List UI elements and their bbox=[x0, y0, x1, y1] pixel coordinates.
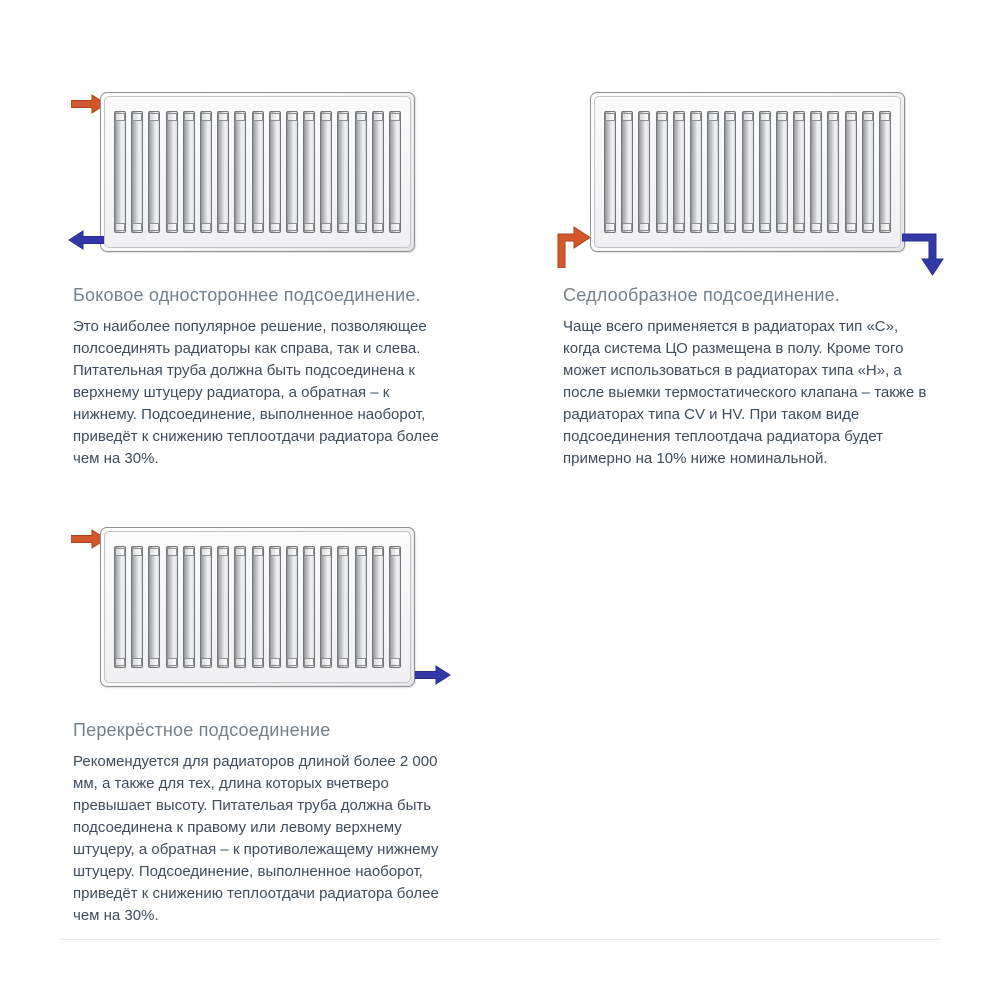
radiator-fin bbox=[372, 546, 384, 668]
radiator-fin bbox=[389, 546, 401, 668]
radiator-fin bbox=[724, 111, 736, 233]
radiator-fin bbox=[303, 111, 315, 233]
radiator-fin bbox=[337, 546, 349, 668]
radiator-fin bbox=[148, 546, 160, 668]
sections-row-1 bbox=[0, 92, 1000, 470]
section-body: Это наиболее популярное решение, позволяющее полсоединять радиаторы как справа, так и слева. Питательная труба должна быть подсоединена к верхнему штуцеру радиатора, а обратная – к нижнему. Подсоединение, выполненное наоборот, приведёт к снижению теплоотдачи радиатора более чем на 30%. bbox=[73, 318, 439, 467]
radiator-fin bbox=[252, 546, 264, 668]
radiator-fin bbox=[269, 546, 281, 668]
radiator-diagram-cross bbox=[73, 527, 455, 687]
radiator-diagram-saddle bbox=[563, 92, 945, 252]
radiator-fin bbox=[673, 111, 685, 233]
radiator-fins bbox=[104, 531, 411, 683]
radiator-fin bbox=[827, 111, 839, 233]
radiator-fin bbox=[286, 546, 298, 668]
radiator-fin bbox=[355, 546, 367, 668]
radiator-fin bbox=[252, 111, 264, 233]
radiator-frame bbox=[100, 527, 415, 687]
radiator-fin bbox=[355, 111, 367, 233]
radiator-fin bbox=[217, 111, 229, 233]
radiator-fin bbox=[810, 111, 822, 233]
radiator-fin bbox=[862, 111, 874, 233]
radiator-fin bbox=[183, 111, 195, 233]
radiator-fins bbox=[104, 96, 411, 248]
radiator-fin bbox=[166, 111, 178, 233]
outlet-arrow-icon bbox=[415, 665, 451, 685]
radiator-fin bbox=[372, 111, 384, 233]
radiator-fin bbox=[707, 111, 719, 233]
radiator-fin bbox=[776, 111, 788, 233]
radiator-fin bbox=[638, 111, 650, 233]
outlet-arrow-icon bbox=[68, 230, 104, 250]
section-saddle-connection bbox=[563, 92, 945, 470]
section-cross-connection bbox=[73, 527, 455, 927]
radiator-frame bbox=[100, 92, 415, 252]
radiator-fin bbox=[200, 546, 212, 668]
section-side-connection bbox=[73, 92, 455, 470]
radiator-fin bbox=[690, 111, 702, 233]
section-divider bbox=[60, 939, 940, 940]
radiator-fin bbox=[131, 111, 143, 233]
sections-row-2 bbox=[0, 527, 1000, 927]
radiator-fin bbox=[183, 546, 195, 668]
radiator-fin bbox=[234, 546, 246, 668]
radiator-fins bbox=[594, 96, 901, 248]
radiator-fin bbox=[269, 111, 281, 233]
radiator-fin bbox=[303, 546, 315, 668]
radiator-fin bbox=[131, 546, 143, 668]
radiator-fin bbox=[114, 546, 126, 668]
radiator-fin bbox=[286, 111, 298, 233]
section-title: Перекрёстное подсоединение bbox=[73, 720, 331, 740]
radiator-fin bbox=[114, 111, 126, 233]
inlet-arrow-icon bbox=[557, 224, 591, 268]
radiator-diagram-side bbox=[73, 92, 455, 252]
radiator-fin bbox=[337, 111, 349, 233]
section-body: Рекомендуется для радиаторов длиной более 2 000 мм, а также для тех, длина которых вчетверо превышает высоту. Питательая труба должна быть подсоединена к правому или левому верхнему штуцеру, а обратная – к противолежащему нижнему штуцеру. Подсоединение, выполненное наоборот, приведёт к снижению теплоотдачи радиатора более чем на 30%. bbox=[73, 753, 439, 924]
section-title: Седлообразное подсоединение. bbox=[563, 285, 840, 305]
section-title: Боковое одностороннее подсоединение. bbox=[73, 285, 421, 305]
radiator-fin bbox=[148, 111, 160, 233]
radiator-fin bbox=[166, 546, 178, 668]
radiator-frame bbox=[590, 92, 905, 252]
section-body: Чаще всего применяется в радиаторах тип «С», когда система ЦО размещена в полу. Кроме того может использоваться в радиаторах типа «Н», а после выемки термостатического клапана – также в радиаторах типа CV и HV. При таком виде подсоединения теплоотдача радиатора будет примерно на 10% ниже номинальной. bbox=[563, 318, 927, 467]
radiator-fin bbox=[604, 111, 616, 233]
radiator-fin bbox=[389, 111, 401, 233]
radiator-fin bbox=[217, 546, 229, 668]
radiator-fin bbox=[845, 111, 857, 233]
radiator-fin bbox=[656, 111, 668, 233]
outlet-arrow-icon bbox=[902, 233, 944, 277]
empty-column bbox=[563, 527, 945, 927]
radiator-fin bbox=[621, 111, 633, 233]
radiator-fin bbox=[320, 546, 332, 668]
radiator-fin bbox=[879, 111, 891, 233]
radiator-fin bbox=[234, 111, 246, 233]
radiator-fin bbox=[759, 111, 771, 233]
radiator-fin bbox=[793, 111, 805, 233]
radiator-fin bbox=[742, 111, 754, 233]
radiator-fin bbox=[200, 111, 212, 233]
radiator-fin bbox=[320, 111, 332, 233]
